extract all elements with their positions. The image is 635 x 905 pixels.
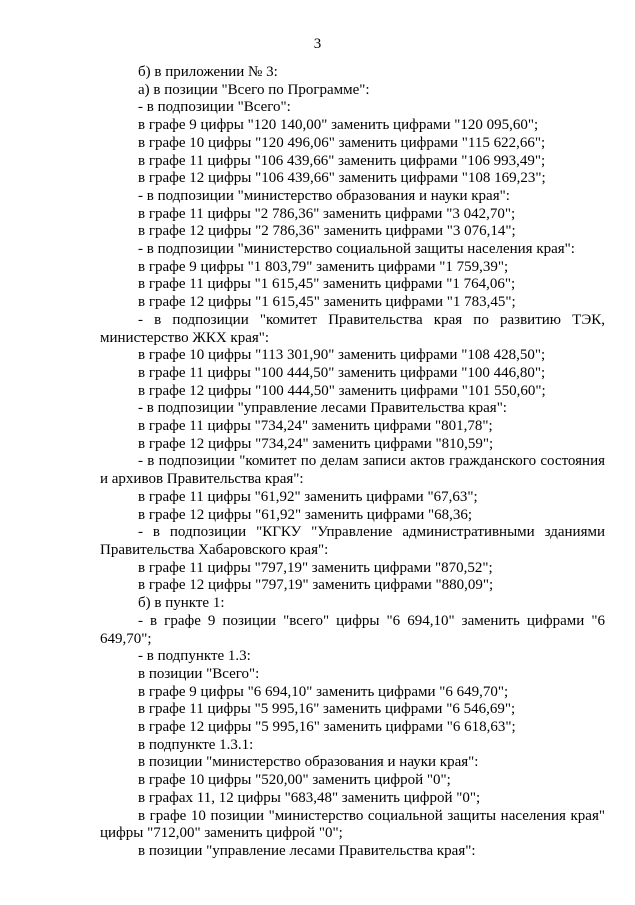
text-line: в графе 9 цифры "1 803,79" заменить цифрами "1 759,39"; xyxy=(138,258,509,275)
text-line: в графе 10 цифры "520,00" заменить цифрой "0"; xyxy=(138,772,451,789)
text-line: в графе 12 цифры "106 439,66" заменить цифрами "108 169,23"; xyxy=(138,170,546,187)
text-line: в графе 12 цифры "100 444,50" заменить цифрами "101 550,60"; xyxy=(138,382,546,399)
text-line: - в подпозиции "КГКУ "Управление административными зданиями Правительства Хабаровского края": xyxy=(100,524,605,558)
text-line: - в подпункте 1.3: xyxy=(138,648,251,665)
page-number: 3 xyxy=(313,36,322,52)
text-line: в графе 12 цифры "734,24" заменить цифрами "810,59"; xyxy=(138,435,494,452)
text-line: в графе 11 цифры "2 786,36" заменить цифрами "3 042,70"; xyxy=(138,205,516,222)
text-line: - в подпозиции "управление лесами Правительства края": xyxy=(138,400,507,417)
text-line: в графе 11 цифры "100 444,50" заменить цифрами "100 446,80"; xyxy=(138,364,546,381)
text-line: в графе 9 цифры "6 694,10" заменить цифрами "6 649,70"; xyxy=(138,683,509,700)
text-line: в графе 10 цифры "113 301,90" заменить цифрами "108 428,50"; xyxy=(138,347,546,364)
text-line: в подпункте 1.3.1: xyxy=(138,736,254,753)
text-line: б) в пункте 1: xyxy=(138,595,225,612)
text-line: б) в приложении № 3: xyxy=(138,64,278,80)
text-line: в графе 11 цифры "1 615,45" заменить цифрами "1 764,06"; xyxy=(138,276,516,293)
text-line: в графе 10 позиции "министерство социальной защиты населения края" цифры "712,00" заменить цифрой "0"; xyxy=(100,807,605,842)
text-line: в графе 12 цифры "797,19" заменить цифрами "880,09"; xyxy=(138,577,494,594)
text-line: в графе 11 цифры "797,19" заменить цифрами "870,52"; xyxy=(138,559,493,576)
text-line: в графе 12 цифры "1 615,45" заменить цифрами "1 783,45"; xyxy=(138,294,516,311)
text-line: в графе 10 цифры "120 496,06" заменить цифрами "115 622,66"; xyxy=(138,134,546,151)
text-line: в графе 12 цифры "5 995,16" заменить цифрами "6 618,63"; xyxy=(138,719,516,736)
text-line: в позиции "министерство образования и науки края": xyxy=(138,754,479,771)
text-line: - в подпозиции "министерство образования и науки края": xyxy=(138,187,510,204)
text-line: - в подпозиции "комитет Правительства края по развитию ТЭК, министерство ЖКХ края": xyxy=(100,311,605,346)
text-line: в графе 12 цифры "61,92" заменить цифрами "68,36; xyxy=(138,506,473,523)
text-line: в графе 11 цифры "5 995,16" заменить цифрами "6 546,69"; xyxy=(138,701,516,718)
text-line: в позиции "управление лесами Правительства края": xyxy=(138,842,476,859)
text-line: в графе 11 цифры "61,92" заменить цифрами "67,63"; xyxy=(138,488,478,505)
text-line: - в подпозиции "комитет по делам записи актов гражданского состояния и архивов Правительства края": xyxy=(100,453,605,488)
text-line: в графе 11 цифры "106 439,66" заменить цифрами "106 993,49"; xyxy=(138,152,546,169)
text-line: а) в позиции "Всего по Программе": xyxy=(138,81,370,98)
text-line: в графах 11, 12 цифры "683,48" заменить цифрой "0"; xyxy=(138,789,481,806)
document-body xyxy=(100,64,605,861)
text-line: в графе 12 цифры "2 786,36" заменить цифрами "3 076,14"; xyxy=(138,223,516,240)
text-line: в графе 11 цифры "734,24" заменить цифрами "801,78"; xyxy=(138,418,493,435)
text-line: - в подпозиции "Всего": xyxy=(138,99,291,116)
text-line: в графе 9 цифры "120 140,00" заменить цифрами "120 095,60"; xyxy=(138,117,539,134)
text-line: - в подпозиции "министерство социальной защиты населения края": xyxy=(138,241,575,258)
text-line: - в графе 9 позиции "всего" цифры "6 694,10" заменить цифрами "6 649,70"; xyxy=(100,612,605,647)
text-line: в позиции "Всего": xyxy=(138,665,260,682)
